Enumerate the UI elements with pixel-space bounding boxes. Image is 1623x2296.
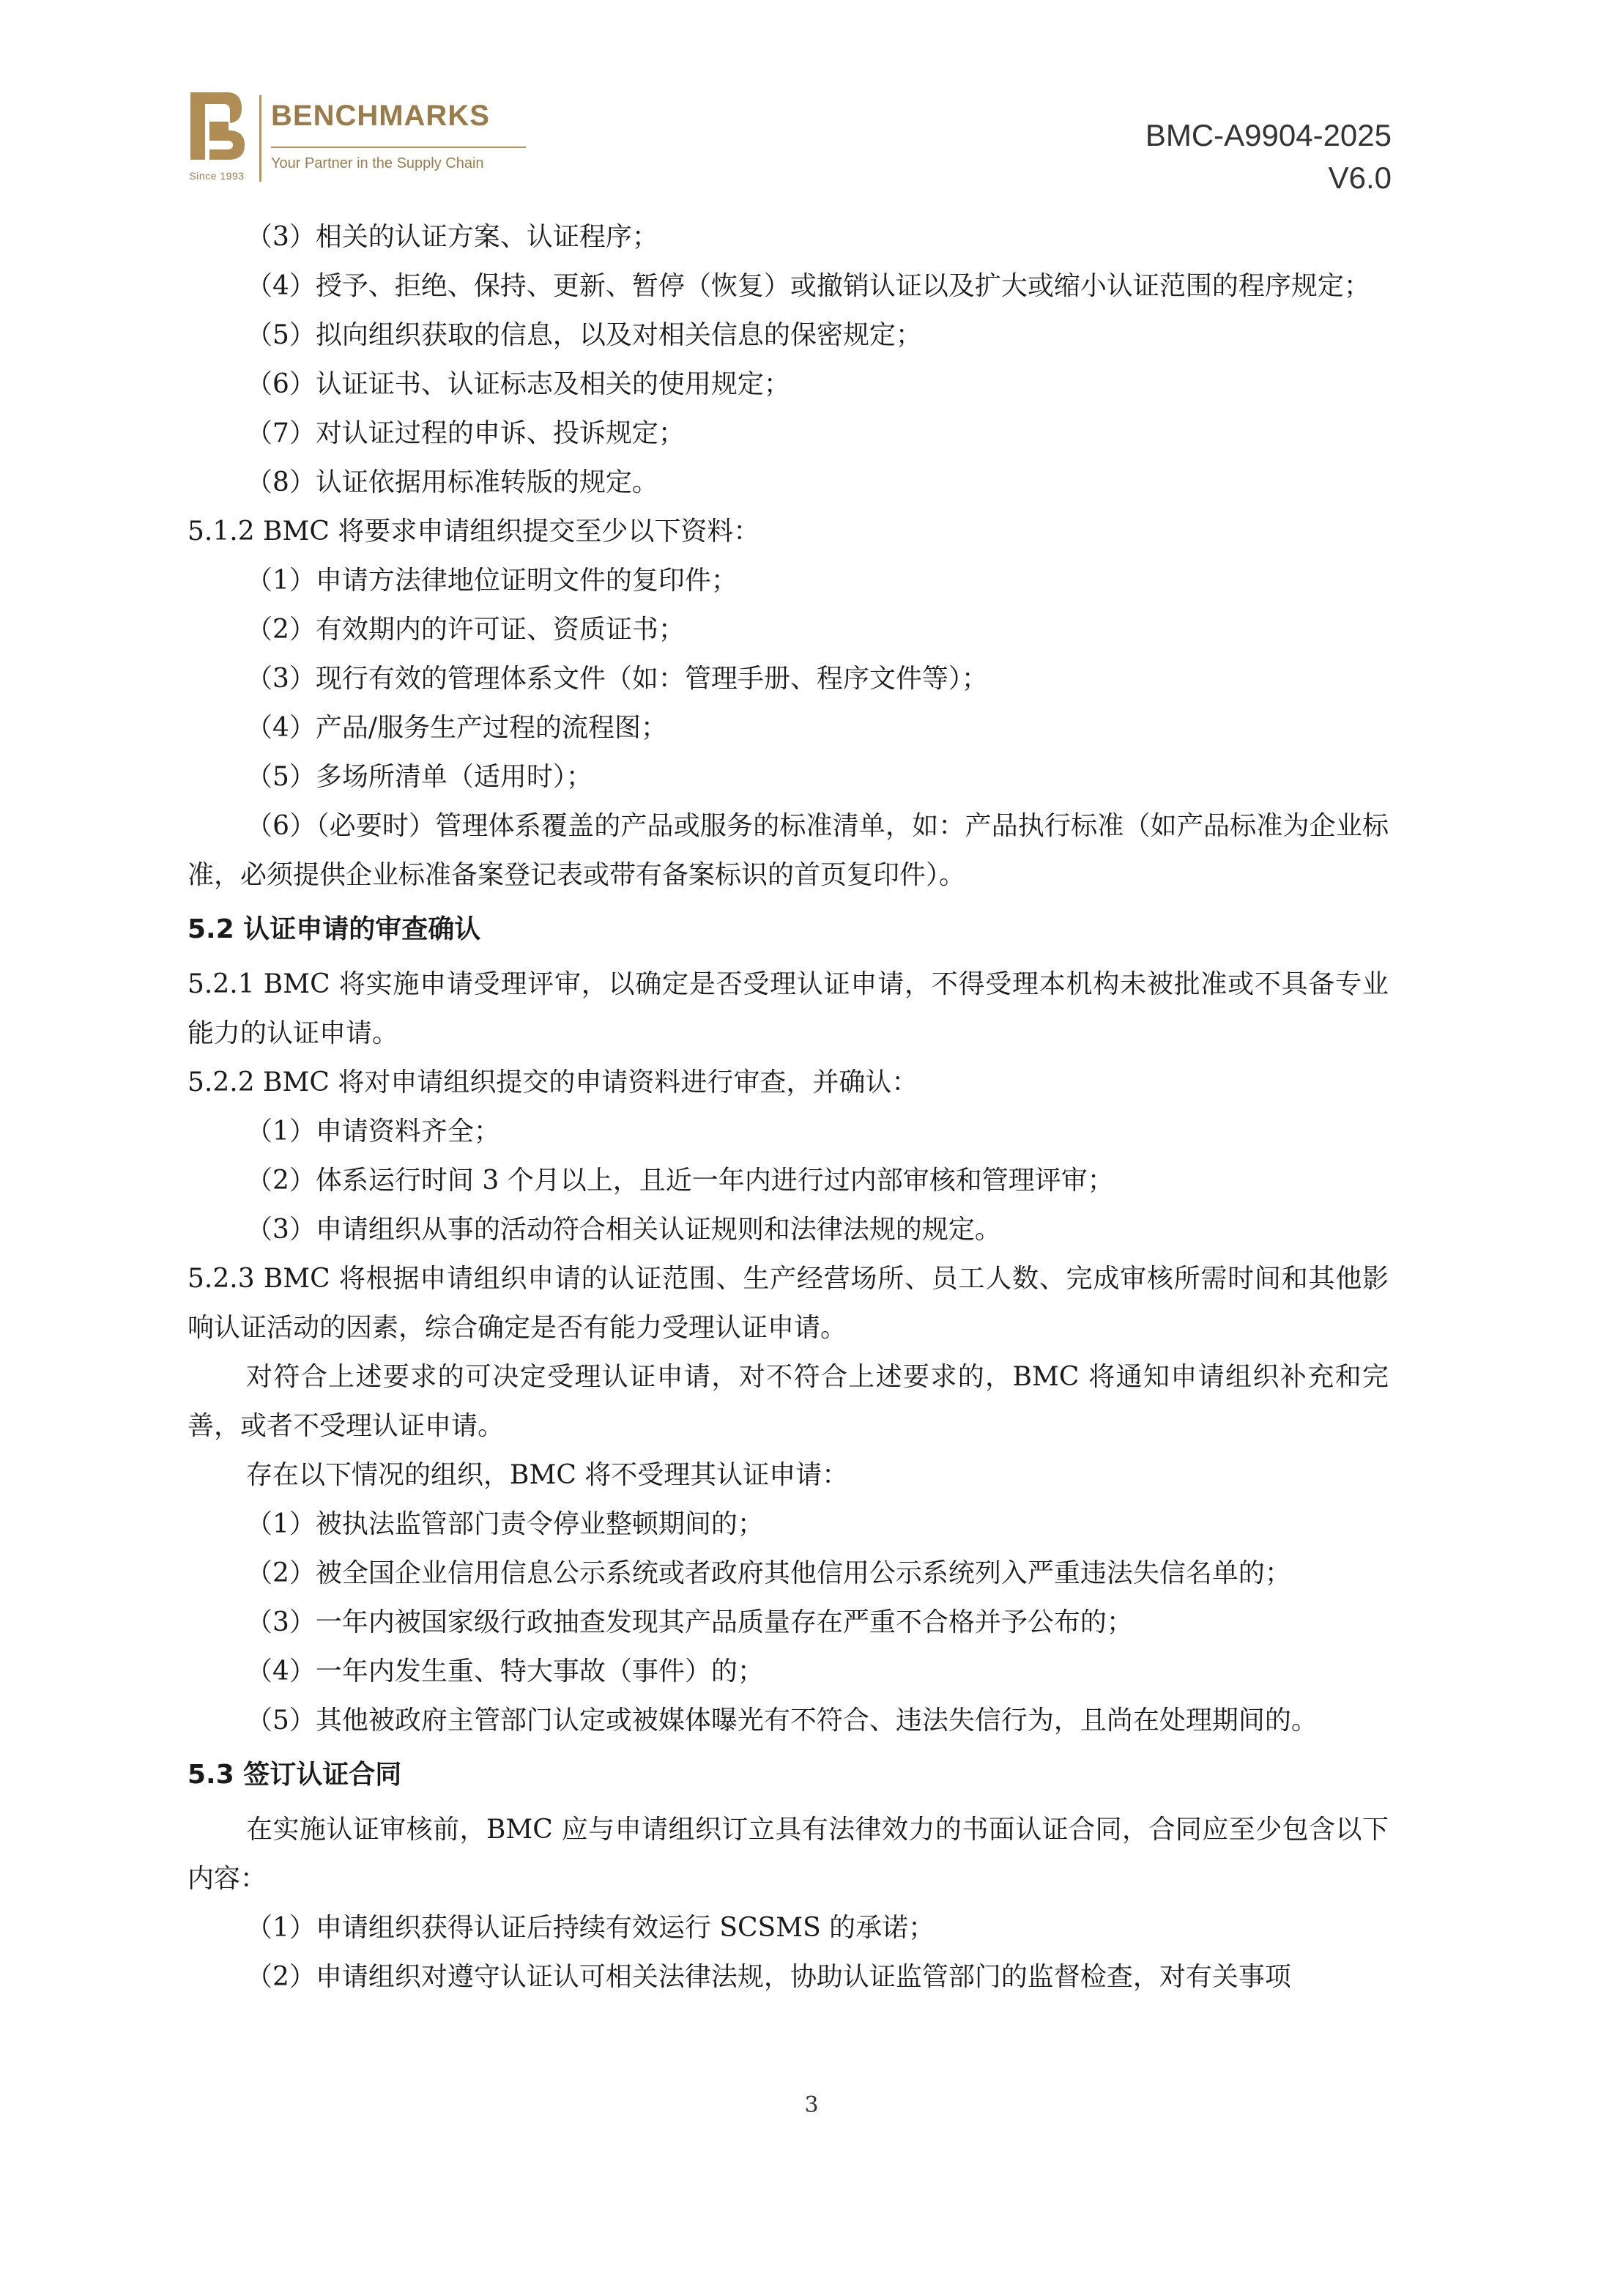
document-version: V6.0 [1328,160,1392,195]
body-line: （3）现行有效的管理体系文件（如：管理手册、程序文件等）； [246,664,988,694]
body-line: （3）相关的认证方案、认证程序； [246,222,658,252]
body-line: （2）被全国企业信用信息公示系统或者政府其他信用公示系统列入严重违法失信名单的； [246,1558,1291,1588]
body-line: （1）申请方法律地位证明文件的复印件； [246,566,738,596]
body-line: （2）体系运行时间 3 个月以上，且近一年内进行过内部审核和管理评审； [246,1166,1114,1196]
clause-5-2-3: 5.2.3 BMC 将根据申请组织申请的认证范围、生产经营场所、员工人数、完成审核所需时间和其他影响认证活动的因素，综合确定是否有能力受理认证申请。 [187,1264,1389,1343]
body-line: （3）申请组织从事的活动符合相关认证规则和法律法规的规定。 [246,1215,1001,1245]
body-paragraph: 对符合上述要求的可决定受理认证申请，对不符合上述要求的，BMC 将通知申请组织补充和完善，或者不受理认证申请。 [187,1362,1389,1441]
body-line: （8）认证依据用标准转版的规定。 [246,467,658,497]
clause-5-1-2: 5.1.2 BMC 将要求申请组织提交至少以下资料： [187,516,760,547]
body-line: （5）多场所清单（适用时）； [246,762,593,792]
document-number-block [1145,114,1392,199]
body-line: （1）被执法监管部门责令停业整顿期间的； [246,1509,764,1539]
section-heading-5-3: 5.3 签订认证合同 [187,1760,402,1790]
body-line: （2）申请组织对遵守认证认可相关法律法规，协助认证监管部门的监督检查，对有关事项 [246,1962,1291,1992]
body-line: 存在以下情况的组织，BMC 将不受理其认证申请： [246,1460,849,1490]
clause-5-2-1: 5.2.1 BMC 将实施申请受理评审，以确定是否受理认证申请，不得受理本机构未被批准或不具备专业能力的认证申请。 [187,969,1389,1048]
benchmarks-b-icon [187,89,246,163]
logo-divider [259,95,261,182]
body-line: （1）申请资料齐全； [246,1116,500,1147]
body-line: （2）有效期内的许可证、资质证书； [246,615,685,645]
brand-tagline: Your Partner in the Supply Chain [271,155,484,171]
body-paragraph: （6）（必要时）管理体系覆盖的产品或服务的标准清单，如：产品执行标准（如产品标准为企业标准，必须提供企业标准备案登记表或带有备案标识的首页复印件）。 [187,811,1389,890]
body-line: （5）其他被政府主管部门认定或被媒体曝光有不符合、违法失信行为，且尚在处理期间的。 [246,1706,1318,1736]
body-line: （6）认证证书、认证标志及相关的使用规定； [246,369,790,399]
document-number: BMC-A9904-2025 [1145,118,1392,152]
body-line: （4）产品/服务生产过程的流程图； [246,713,668,743]
clause-5-2-2: 5.2.2 BMC 将对申请组织提交的申请资料进行审查，并确认： [187,1067,918,1097]
body-line: （1）申请组织获得认证后持续有效运行 SCSMS 的承诺； [246,1913,935,1943]
body-paragraph: （4）授予、拒绝、保持、更新、暂停（恢复）或撤销认证以及扩大或缩小认证范围的程序规定； [246,271,1370,301]
body-line: （3）一年内被国家级行政抽查发现其产品质量存在严重不合格并予公布的； [246,1607,1133,1637]
body-line: （4）一年内发生重、特大事故（事件）的； [246,1656,764,1686]
document-body [187,212,1389,2001]
section-heading-5-2: 5.2 认证申请的审查确认 [187,914,481,944]
logo-rule [271,147,526,148]
page-number: 3 [804,2092,819,2118]
since-year: Since 1993 [189,170,245,182]
body-line: （5）拟向组织获取的信息，以及对相关信息的保密规定； [246,320,922,350]
brand-name: BENCHMARKS [271,100,490,132]
body-paragraph: 在实施认证审核前，BMC 应与申请组织订立具有法律效力的书面认证合同，合同应至少包含以下内容： [187,1815,1389,1894]
page-header [0,0,1623,205]
benchmarks-logo [187,89,524,185]
body-line: （7）对认证过程的申诉、投诉规定； [246,418,685,448]
